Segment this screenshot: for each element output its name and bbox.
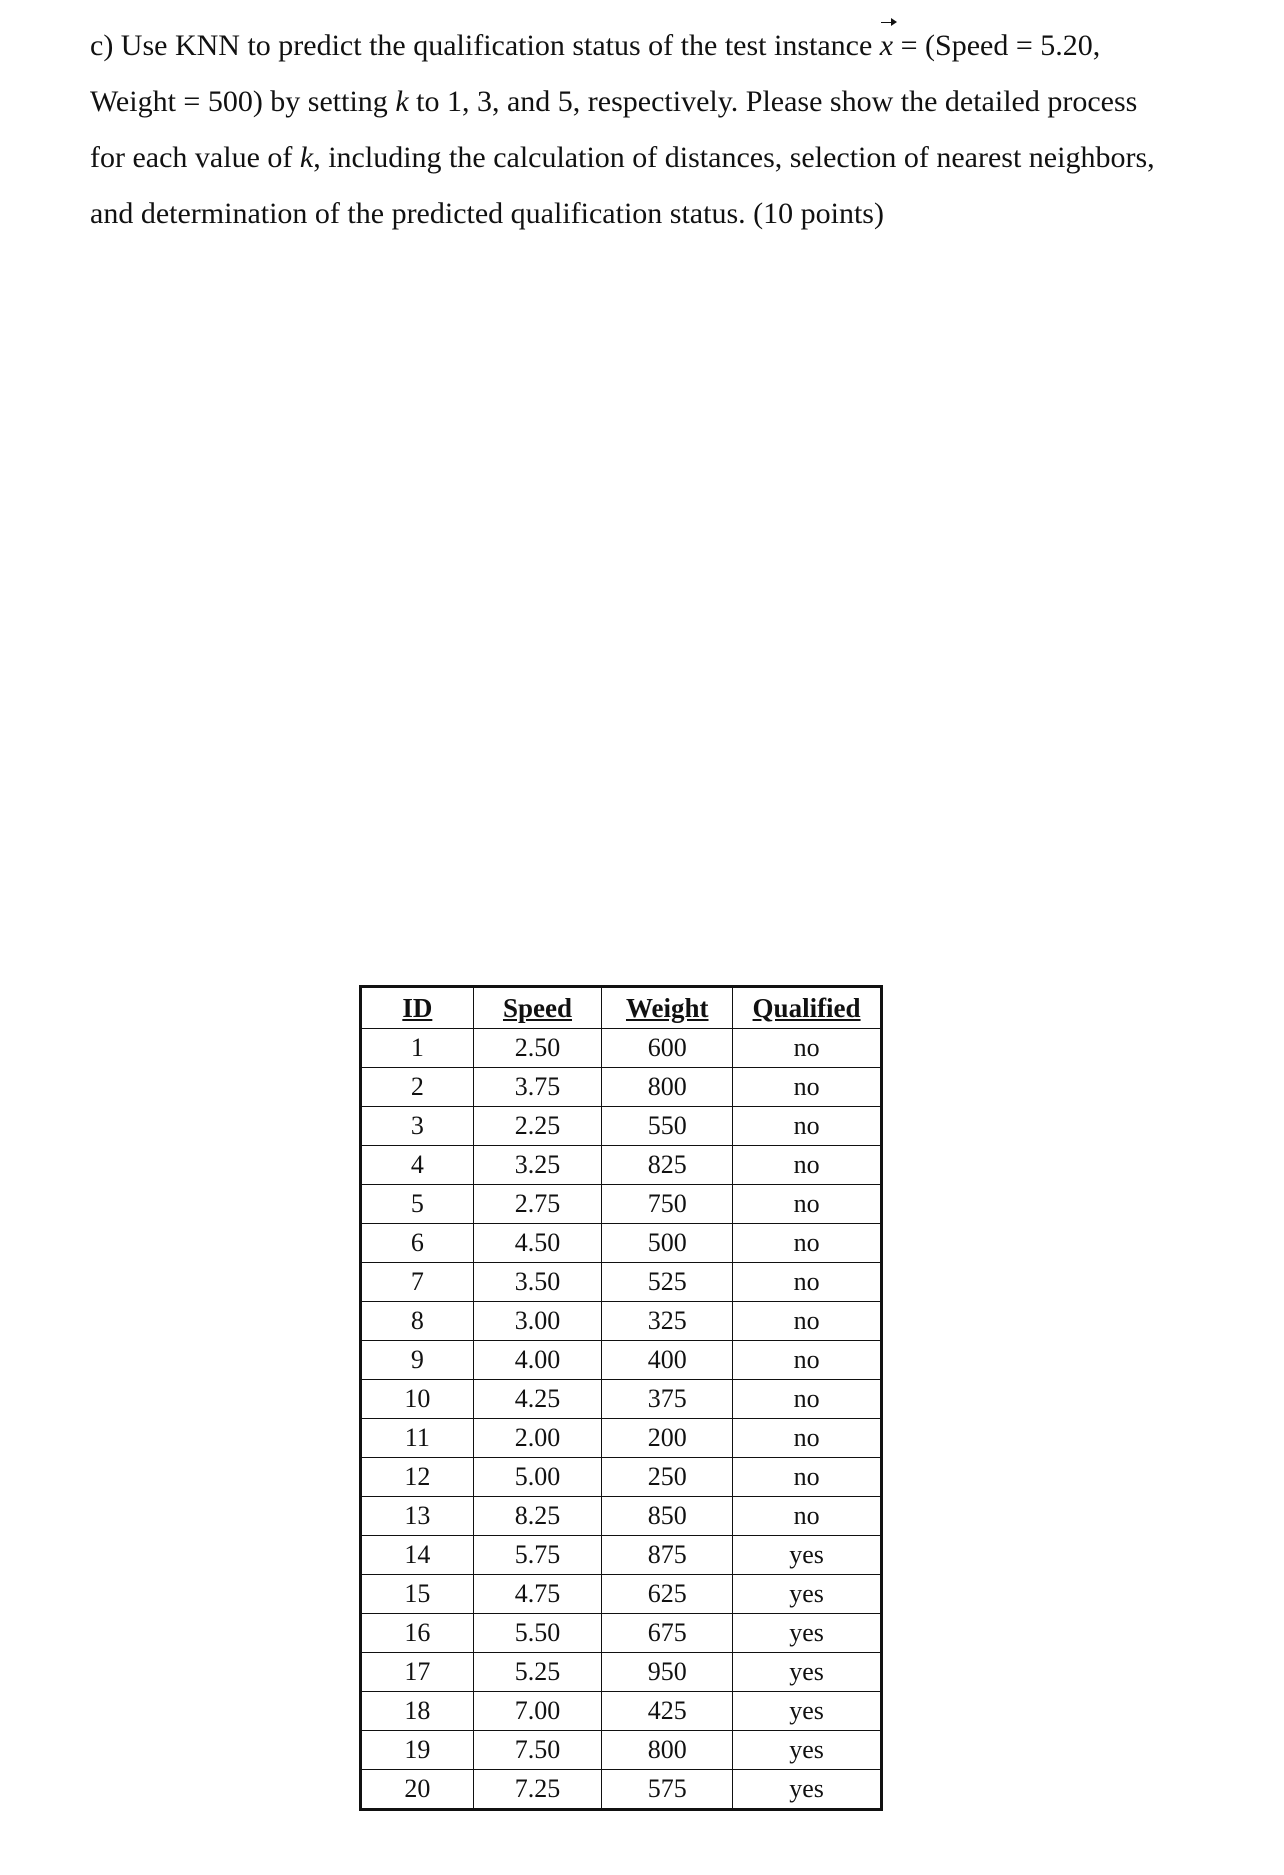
table-row bbox=[361, 1107, 882, 1146]
table-row bbox=[361, 1185, 882, 1224]
k-symbol: k bbox=[299, 141, 314, 174]
table-row bbox=[361, 1770, 882, 1810]
cell-speed: 3.50 bbox=[473, 1263, 602, 1302]
cell-weight: 550 bbox=[602, 1107, 733, 1146]
table-row bbox=[361, 1263, 882, 1302]
cell-speed: 3.00 bbox=[473, 1302, 602, 1341]
cell-speed: 8.25 bbox=[473, 1497, 602, 1536]
cell-speed: 4.50 bbox=[473, 1224, 602, 1263]
cell-speed: 2.75 bbox=[473, 1185, 602, 1224]
cell-weight: 200 bbox=[602, 1419, 733, 1458]
cell-weight: 750 bbox=[602, 1185, 733, 1224]
header-speed: Speed bbox=[473, 987, 602, 1029]
cell-id: 16 bbox=[361, 1614, 474, 1653]
cell-speed: 7.25 bbox=[473, 1770, 602, 1810]
cell-speed: 5.00 bbox=[473, 1458, 602, 1497]
cell-qualified: no bbox=[733, 1068, 882, 1107]
cell-speed: 3.25 bbox=[473, 1146, 602, 1185]
cell-speed: 7.50 bbox=[473, 1731, 602, 1770]
table-row bbox=[361, 1419, 882, 1458]
cell-speed: 2.25 bbox=[473, 1107, 602, 1146]
table-row bbox=[361, 1224, 882, 1263]
table-row bbox=[361, 1653, 882, 1692]
cell-weight: 400 bbox=[602, 1341, 733, 1380]
cell-weight: 375 bbox=[602, 1380, 733, 1419]
table-row bbox=[361, 1068, 882, 1107]
cell-id: 5 bbox=[361, 1185, 474, 1224]
cell-qualified: no bbox=[733, 1263, 882, 1302]
header-qualified: Qualified bbox=[733, 987, 882, 1029]
cell-qualified: yes bbox=[733, 1653, 882, 1692]
cell-weight: 600 bbox=[602, 1029, 733, 1068]
table-row bbox=[361, 1536, 882, 1575]
question-text bbox=[90, 18, 1210, 242]
question-line-3: for each value of k, including the calculation of distances, selection of nearest neighbors, bbox=[90, 141, 1155, 174]
vector-x-symbol: x bbox=[880, 18, 893, 74]
cell-speed: 4.25 bbox=[473, 1380, 602, 1419]
cell-weight: 525 bbox=[602, 1263, 733, 1302]
cell-weight: 675 bbox=[602, 1614, 733, 1653]
header-id: ID bbox=[361, 987, 474, 1029]
cell-speed: 2.50 bbox=[473, 1029, 602, 1068]
table-body bbox=[361, 1029, 882, 1810]
cell-speed: 5.75 bbox=[473, 1536, 602, 1575]
table-row bbox=[361, 1575, 882, 1614]
cell-id: 15 bbox=[361, 1575, 474, 1614]
cell-weight: 500 bbox=[602, 1224, 733, 1263]
cell-qualified: no bbox=[733, 1458, 882, 1497]
cell-weight: 575 bbox=[602, 1770, 733, 1810]
cell-qualified: no bbox=[733, 1107, 882, 1146]
cell-id: 12 bbox=[361, 1458, 474, 1497]
cell-weight: 850 bbox=[602, 1497, 733, 1536]
cell-id: 3 bbox=[361, 1107, 474, 1146]
cell-qualified: no bbox=[733, 1224, 882, 1263]
cell-speed: 7.00 bbox=[473, 1692, 602, 1731]
cell-speed: 4.75 bbox=[473, 1575, 602, 1614]
cell-qualified: no bbox=[733, 1497, 882, 1536]
cell-qualified: yes bbox=[733, 1536, 882, 1575]
header-weight: Weight bbox=[602, 987, 733, 1029]
cell-id: 8 bbox=[361, 1302, 474, 1341]
cell-qualified: yes bbox=[733, 1614, 882, 1653]
cell-speed: 5.50 bbox=[473, 1614, 602, 1653]
cell-weight: 625 bbox=[602, 1575, 733, 1614]
cell-qualified: no bbox=[733, 1341, 882, 1380]
cell-qualified: no bbox=[733, 1419, 882, 1458]
table-row bbox=[361, 1497, 882, 1536]
cell-id: 1 bbox=[361, 1029, 474, 1068]
cell-speed: 5.25 bbox=[473, 1653, 602, 1692]
cell-id: 9 bbox=[361, 1341, 474, 1380]
cell-id: 6 bbox=[361, 1224, 474, 1263]
cell-weight: 825 bbox=[602, 1146, 733, 1185]
cell-qualified: no bbox=[733, 1302, 882, 1341]
cell-id: 2 bbox=[361, 1068, 474, 1107]
cell-weight: 250 bbox=[602, 1458, 733, 1497]
table-row bbox=[361, 1341, 882, 1380]
table-header-row bbox=[361, 987, 882, 1029]
cell-qualified: yes bbox=[733, 1692, 882, 1731]
cell-qualified: yes bbox=[733, 1770, 882, 1810]
cell-qualified: no bbox=[733, 1185, 882, 1224]
cell-id: 13 bbox=[361, 1497, 474, 1536]
cell-weight: 800 bbox=[602, 1068, 733, 1107]
cell-id: 4 bbox=[361, 1146, 474, 1185]
cell-qualified: no bbox=[733, 1380, 882, 1419]
k-symbol: k bbox=[395, 85, 409, 118]
cell-weight: 950 bbox=[602, 1653, 733, 1692]
cell-weight: 325 bbox=[602, 1302, 733, 1341]
cell-id: 20 bbox=[361, 1770, 474, 1810]
table-row bbox=[361, 1146, 882, 1185]
table-row bbox=[361, 1731, 882, 1770]
cell-id: 19 bbox=[361, 1731, 474, 1770]
cell-qualified: yes bbox=[733, 1575, 882, 1614]
table-row bbox=[361, 1380, 882, 1419]
cell-qualified: yes bbox=[733, 1731, 882, 1770]
cell-weight: 875 bbox=[602, 1536, 733, 1575]
cell-qualified: no bbox=[733, 1146, 882, 1185]
cell-id: 14 bbox=[361, 1536, 474, 1575]
question-line-4: and determination of the predicted qualification status. (10 points) bbox=[90, 197, 884, 230]
table-row bbox=[361, 1458, 882, 1497]
cell-id: 18 bbox=[361, 1692, 474, 1731]
table-row bbox=[361, 1302, 882, 1341]
cell-qualified: no bbox=[733, 1029, 882, 1068]
cell-weight: 800 bbox=[602, 1731, 733, 1770]
table-row bbox=[361, 1614, 882, 1653]
cell-speed: 2.00 bbox=[473, 1419, 602, 1458]
cell-speed: 3.75 bbox=[473, 1068, 602, 1107]
question-line-2: Weight = 500) by setting k to 1, 3, and 5, respectively. Please show the detailed process bbox=[90, 85, 1138, 118]
training-data-table bbox=[359, 985, 883, 1811]
cell-id: 10 bbox=[361, 1380, 474, 1419]
cell-speed: 4.00 bbox=[473, 1341, 602, 1380]
cell-id: 11 bbox=[361, 1419, 474, 1458]
cell-id: 7 bbox=[361, 1263, 474, 1302]
cell-id: 17 bbox=[361, 1653, 474, 1692]
table-row bbox=[361, 1692, 882, 1731]
table-row bbox=[361, 1029, 882, 1068]
question-line-1: c) Use KNN to predict the qualification status of the test instance x = (Speed = 5.20, bbox=[90, 18, 1210, 74]
cell-weight: 425 bbox=[602, 1692, 733, 1731]
